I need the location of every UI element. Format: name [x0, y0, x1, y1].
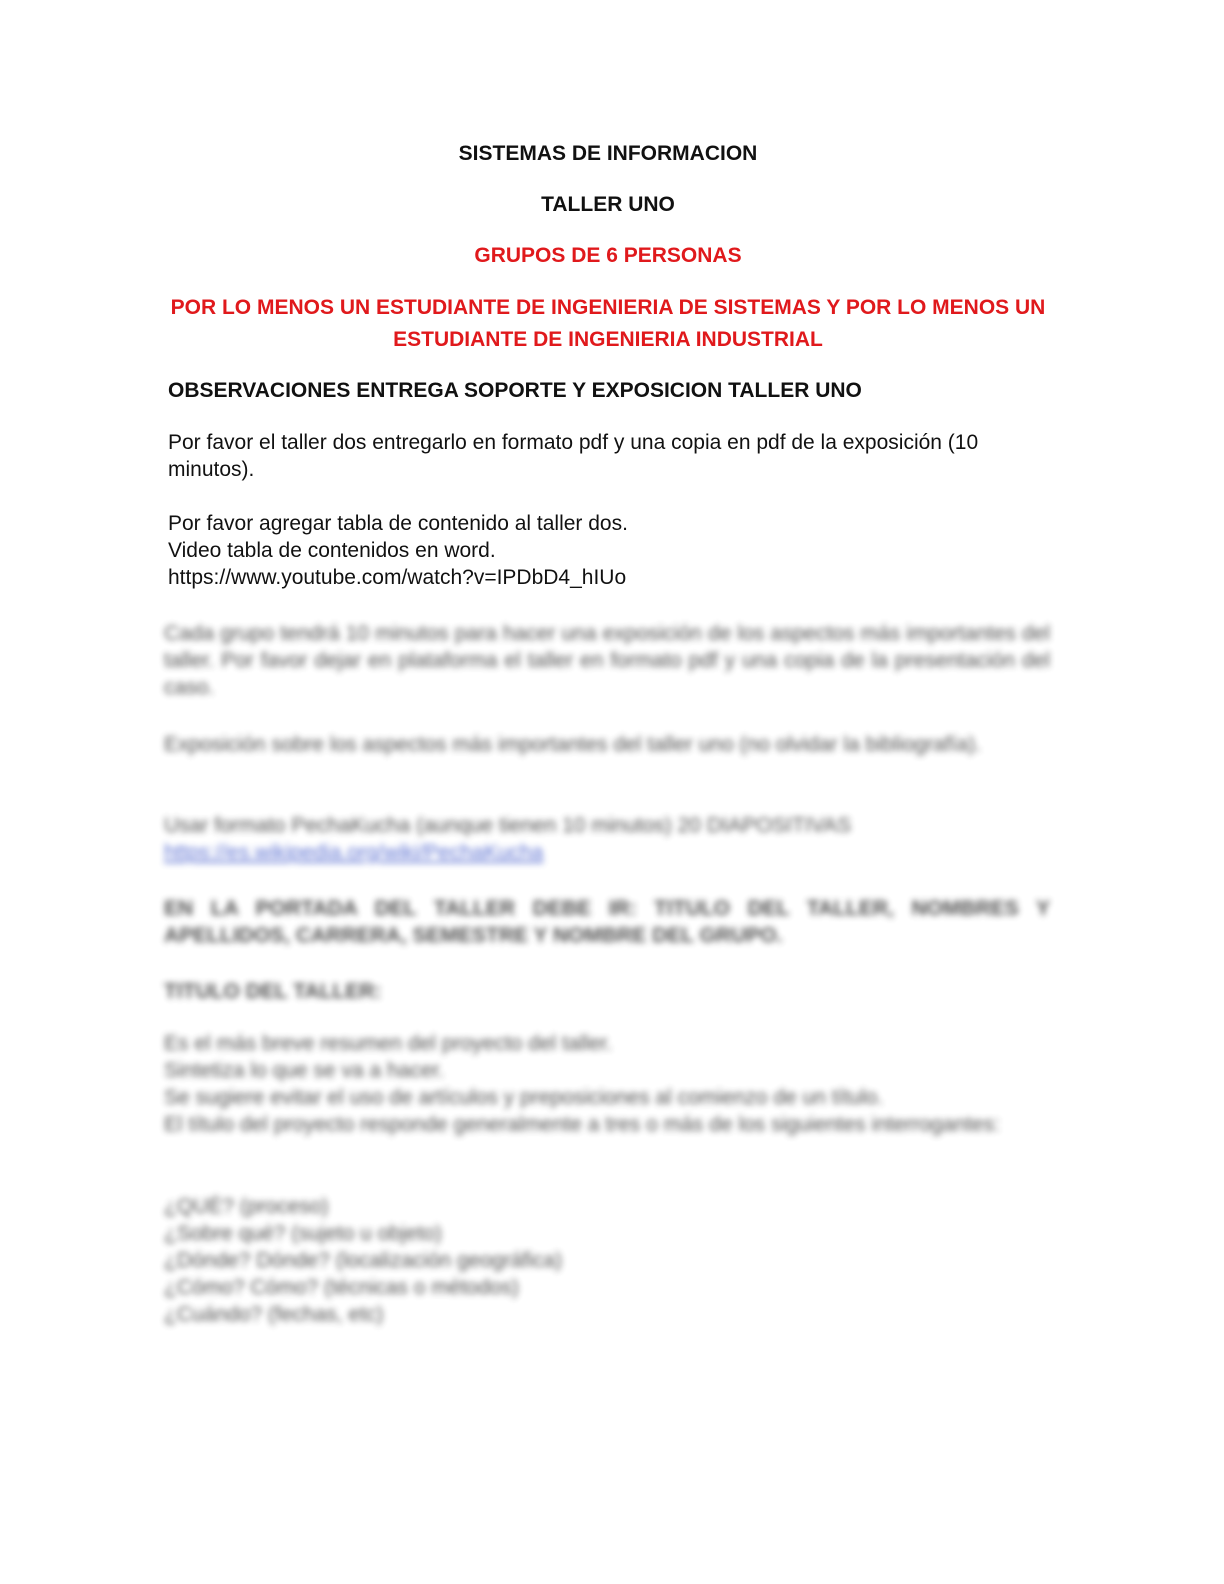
blurred-paragraph-cover: [164, 895, 1050, 949]
section-heading: OBSERVACIONES ENTREGA SOPORTE Y EXPOSICION TALLER UNO: [168, 379, 862, 402]
blurred-text: ¿QUÉ? (proceso): [164, 1195, 329, 1218]
toc-video-label: Video tabla de contenidos en word.: [168, 539, 496, 562]
blurred-paragraph-pechakucha: [164, 812, 1050, 866]
document-subtitle: TALLER UNO: [541, 193, 675, 216]
contents-instructions: [168, 510, 1048, 591]
group-size-notice: GRUPOS DE 6 PERSONAS: [474, 244, 742, 267]
blurred-text: Cada grupo tendrá 10 minutos para hacer una exposición de los aspectos más importantes del taller. Por favor dejar en plataforma el taller en formato pdf y una copia de la presentación del caso.: [164, 622, 1050, 699]
document-title: SISTEMAS DE INFORMACION: [458, 142, 758, 165]
blurred-text: TITULO DEL TALLER:: [164, 980, 382, 1003]
paragraph-pdf-delivery: Por favor el taller dos entregarlo en formato pdf y una copia en pdf de la exposición (10 minutos).: [168, 431, 979, 481]
blurred-text: ¿Cómo? Cómo? (técnicas o métodos): [164, 1276, 519, 1299]
youtube-link[interactable]: https://www.youtube.com/watch?v=IPDbD4_hIUo: [168, 566, 627, 589]
blurred-text: Es el más breve resumen del proyecto del taller.: [164, 1032, 613, 1055]
blurred-paragraph-title-rules: [164, 1030, 1050, 1138]
blurred-text: Usar formato PechaKucha (aunque tienen 10 minutos) 20 DIAPOSITIVAS: [164, 814, 852, 837]
requirement-notice: POR LO MENOS UN ESTUDIANTE DE INGENIERIA DE SISTEMAS Y POR LO MENOS UN ESTUDIANTE DE INGENIERIA INDUSTRIAL: [170, 296, 1046, 351]
blurred-text: ¿Cuándo? (fechas, etc): [164, 1303, 384, 1326]
blurred-text: Se sugiere evitar el uso de artículos y preposiciones al comienzo de un título.: [164, 1086, 884, 1109]
blurred-heading-title: [164, 978, 1050, 1005]
toc-instruction: Por favor agregar tabla de contenido al taller dos.: [168, 512, 628, 535]
blurred-question-list: [164, 1193, 1050, 1328]
blurred-text: ¿Dónde? Dónde? (localización geográfica): [164, 1249, 563, 1272]
blurred-paragraph-aspects: [164, 731, 1050, 758]
pechakucha-link[interactable]: https://es.wikipedia.org/wiki/PechaKucha: [164, 841, 544, 864]
blurred-text: Exposición sobre los aspectos más importantes del taller uno (no olvidar la bibliografía).: [164, 733, 982, 756]
blurred-text: EN LA PORTADA DEL TALLER DEBE IR: TITULO DEL TALLER, NOMBRES Y APELLIDOS, CARRERA, SEMESTRE Y NOMBRE DEL GRUPO.: [164, 897, 1050, 947]
blurred-text: ¿Sobre qué? (sujeto u objeto): [164, 1222, 442, 1245]
blurred-paragraph-exposition: [164, 620, 1050, 701]
blurred-text: El título del proyecto responde generalmente a tres o más de los siguientes interrogantes:: [164, 1113, 1000, 1136]
blurred-text: Sintetiza lo que se va a hacer.: [164, 1059, 445, 1082]
